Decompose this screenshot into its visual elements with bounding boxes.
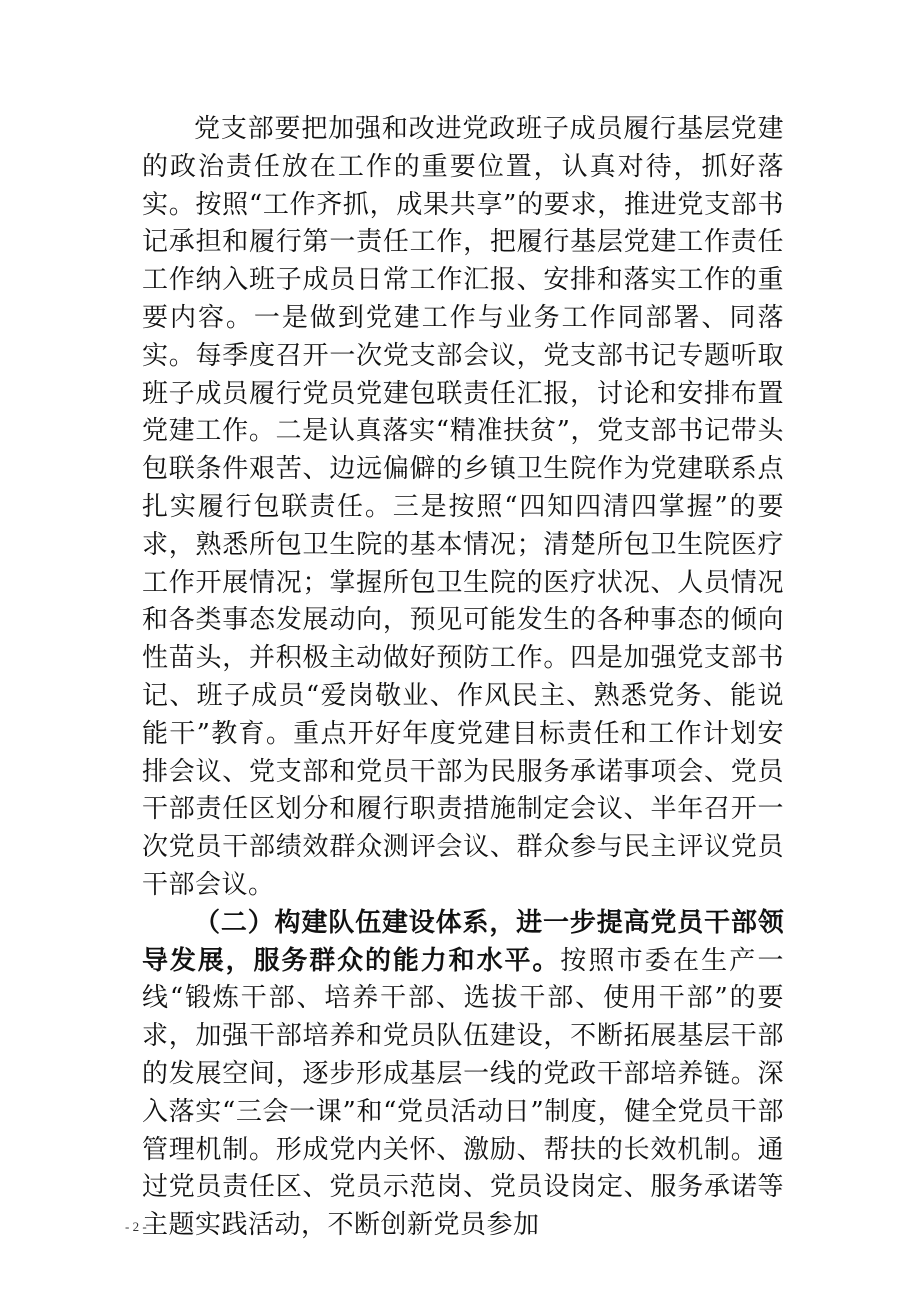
paragraph-text: 党支部要把加强和改进党政班子成员履行基层党建的政治责任放在工作的重要位置，认真对待，抓好落实。按照“工作齐抓，成果共享”的要求，推进党支部书记承担和履行第一责任工作，把履行基层党建工作责任工作纳入班子成员日常工作汇报、安排和落实工作的重要内容。一是做到党建工作与业务工作同部署、同落实。每季度召开一次党支部会议，党支部书记专题听取班子成员履行党员党建包联责任汇报，讨论和安排布置党建工作。二是认真落实“精准扶贫”，党支部书记带头包联条件艰苦、边远偏僻的乡镇卫生院作为党建联系点扎实履行包联责任。三是按照“四知四清四掌握”的要求，熟悉所包卫生院的基本情况；清楚所包卫生院医疗工作开展情况；掌握所包卫生院的医疗状况、人员情况和各类事态发展动向，预见可能发生的各种事态的倾向性苗头，并积极主动做好预防工作。四是加强党支部书记、班子成员“爱岗敬业、作风民主、熟悉党务、能说能干”教育。重点开好年度党建目标责任和工作计划安排会议、党支部和党员干部为民服务承诺事项会、党员干部责任区划分和履行职责措施制定会议、半年召开一次党员干部绩效群众测评会议、群众参与民主评议党员干部会议。 — [142, 114, 784, 900]
paragraph-text: 按照市委在生产一线“锻炼干部、培养干部、选拔干部、使用干部”的要求，加强干部培养和党员队伍建设，不断拓展基层干部的发展空间，逐步形成基层一线的党政干部培养链。深入落实“三会一课”和“党员活动日”制度，健全党员干部管理机制。形成党内关怀、激励、帮扶的长效机制。通过党员责任区、党员示范岗、党员设岗定、服务承诺等主题实践活动，不断创新党员参加 — [142, 945, 784, 1241]
paragraph-team-building-system — [142, 905, 784, 1245]
paragraph-bold-lead: （二）构建队伍建设体系，进一步提高党员干部领导发展，服务群众的能力和水平。 — [142, 907, 784, 976]
paragraph-party-branch-responsibility — [142, 111, 784, 905]
document-body — [142, 111, 784, 1245]
page-number: - 2 - — [125, 1219, 147, 1234]
